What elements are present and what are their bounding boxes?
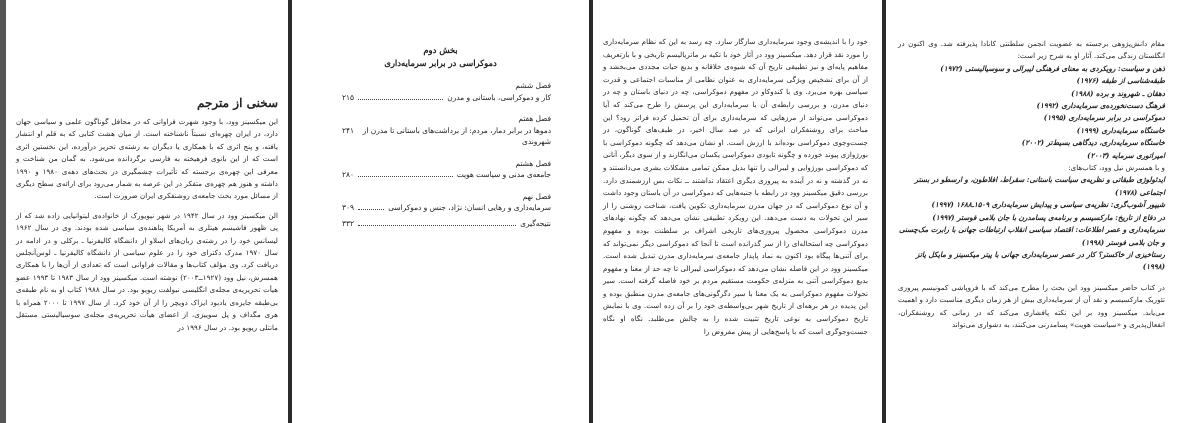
toc-entry-title: کار و دموکراسی، باستانی و مدرن bbox=[447, 92, 551, 102]
preface-paragraph: الن میکسینز وود در سال ۱۹۴۲ در شهر نیویورک از خانواده‌ی لیتوانیایی زاده شد که از پی ظهور فاشیسم هیتلری به آمریکا پناهنده‌ی سیاسی شده بودند. وی در سال ۱۹۶۲ لیسانس خود را در رشته‌ی زبان‌های اسلاو از دانشگاه کالیفرنیا ـ برکلی و در ادامه در سال ۱۹۷۰ مدرک دکترای خود را در علوم سیاسی از دانشگاه کالیفرنیا ـ لوس‌آنجلس دریافت کرد. وی مؤلف کتاب‌ها و مقالات فراوانی است که تعدادی از آن‌ها را با همکاری همسرش، نیل وود (۱۹۲۷ــ۲۰۰۳) نوشته است. میکسینز وود از سال ۱۹۸۳ تا ۱۹۹۳ عضو هیأت تحریریه‌ی مجله‌ی انگلیسی نیولفت ریویو بود. در سال ۱۹۸۸ کتاب او به نام طبقه‌ی بی‌طبقه جایزه‌ی یادبود ایزاک دویچر را از آن خود کرد. از سال ۱۹۹۷ تا ۲۰۰۰ همراه با هری مگداف و پل سوییزی، از اعضای هیأت تحریریه‌ی مجله‌ی سوسیالیستی مستقل مانتلی ریویو بود. در سال ۱۹۹۶ در bbox=[16, 210, 279, 332]
toc-leader bbox=[358, 169, 453, 177]
bibliography-item: فرهنگ دست‌نخورده‌ی سرمایه‌داری (۱۹۹۲) bbox=[1036, 101, 1165, 111]
toc-page-number: ۲۴۱ bbox=[342, 125, 354, 135]
author-bibliography-page bbox=[886, 0, 1181, 423]
bibliography-item: رستاخیزی از خاکستر؟ کار در عصر سرمایه‌داری جهانی با پیتر میکسینز و مایکل یاتز (۱۹۹۸) bbox=[915, 249, 1165, 272]
toc-chapter-label: فصل هفتم bbox=[518, 114, 551, 123]
toc-page-number: ۳۳۲ bbox=[342, 218, 354, 228]
bibliography-item: خاستگاه سرمایه‌داری (۱۹۹۹) bbox=[1076, 125, 1165, 135]
bibliography-item: دهقان ـ شهروند و برده (۱۹۸۸) bbox=[1071, 88, 1165, 98]
toc-entry-title: جامعه‌ی مدنی و سیاست هویت bbox=[456, 170, 551, 179]
bibliography-item: امپراتوری سرمایه (۲۰۰۳) bbox=[1087, 150, 1165, 160]
bibliography-list bbox=[898, 63, 1165, 162]
translator-preface-page bbox=[6, 0, 288, 423]
bibliography-intro: مقام دانش‌پژوهی برجسته به عضویت انجمن سلطنتی کانادا پذیرفته شد. وی اکنون در انگلستان زندگی می‌کند. آثار او به شرح زیر است: bbox=[898, 39, 1165, 61]
preface-paragraph: این میکسینز وود، با وجود شهرت فراوانی که در محافل گوناگون علمی و سیاسی جهان دارد، در ایران چهره‌ای نسبتاً ناشناخته است. از میان هشت کتابی که به قلم او انتشار یافته، و پنج اثری که با همکاری یا دیگران به رشته‌ی تحریر درآورده، این نخستین اثری است که از این بانوی فرهیخته به فارسی برگردانده می‌شود. به گمان من شناخت و معرفی این چهره‌ی برجسته که تأثیرات چشمگیری در بحث‌های دهه‌ی ۱۹۸۰ و ۱۹۹۰ داشته و هنوز هم چهره‌ی متفکر در این عرصه به شمار می‌رود برای ارائه‌ی سطح دیگری از مسائل مورد بحث جامعه‌ی روشنفکری ایران ضرورت است. bbox=[16, 117, 278, 201]
toc-entry[interactable] bbox=[342, 218, 551, 230]
part-label: بخش دوم bbox=[423, 45, 458, 55]
bibliography-intro-coauthor: و با همسرش نیل وود، کتاب‌های: bbox=[1068, 163, 1165, 173]
bibliography-item: شیپور آشوب‌گری: نظریه‌ی سیاسی و پیدایش سرمایه‌داری ۱۵۰۹ـ۱۶۸۸ (۱۹۹۷) bbox=[931, 200, 1165, 210]
toc-chapter-label: فصل نهم bbox=[522, 191, 551, 201]
bibliography-item: ذهن و سیاست: رویکردی به معنای فرهنگی لیبرالی و سوسیالیستی (۱۹۷۲) bbox=[940, 63, 1165, 73]
toc-page-number: ۳۰۹ bbox=[342, 203, 354, 212]
body-paragraph: در کتاب حاضر میکسینز وود این بحث را مطرح می‌کند که با فروپاشی کمونیسم پیروزی تئوریک مارکسیسم و نقد آن از سرمایه‌داری بیش از هر زمان دیگری مناسبت دارد و اهمیت می‌یابد. میکسینز وود بر این نکته پافشاری می‌کند که در زمانی که روشنفکران، انفعال‌پذیری و «سیاست هویت» پسامدرنی می‌کنند، به دشواری می‌تواند bbox=[898, 282, 1165, 329]
toc-leader bbox=[358, 218, 516, 226]
bibliography-item: در دفاع از تاریخ: مارکسیسم و برنامه‌ی پسامدرن با جان بلامی فوستر (۱۹۹۷) bbox=[932, 212, 1165, 222]
toc-entry[interactable] bbox=[342, 158, 551, 181]
toc-header bbox=[304, 44, 577, 70]
toc-entry-title: سرمایه‌داری و رهایی انسان: نژاد، جنس و دموکراسی bbox=[388, 203, 551, 212]
toc-chapter-label: فصل ششم bbox=[515, 81, 551, 90]
toc-entry[interactable] bbox=[342, 191, 551, 214]
bibliography-item: سرمایه‌داری و عصر اطلاعات: اقتصاد سیاسی انقلاب ارتباطات جهانی با رابرت مک‌چسنی و جان بلامی فوستر (۱۹۹۸) bbox=[898, 225, 1165, 247]
toc-entry-title: نتیجه‌گیری bbox=[520, 218, 551, 228]
body-paragraph: خود را با اندیشه‌ی وجود سرمایه‌داری سازگار سازد. چه رسد به این که نظام سرمایه‌داری را مورد نقد قرار دهد. میکسینز وود در آثار خود با تکیه بر ماتریالیسم تاریخی و با بازتعریف مفاهیم پایه‌ای و نیز تطبیقی تاریخ آن که شیوه‌ی خلاقانه و بدیع حیات مجددی می‌بخشد و از آن برای تشخیص ویژگی سرمایه‌داری به عنوان نظامی از مناسبات اجتماعی و قدرت سیاسی بهره می‌برد. وی با کندوکاو در مفهوم دموکراسی، چه در دنیای باستان و چه در دنیای مدرن، و بررسی رابطه‌ی آن با سرمایه‌داری این پرسش را طرح می‌کند که آیا دموکراسی می‌تواند از مرزهایی که سرمایه‌داری برای آن تحمیل کرده فراتر رود؟ این مباحث برای روشنفکران ایرانی که در صد سال اخیر، در طیف‌های گوناگون، در جست‌وجوی دموکراسی بوده‌اند با ارزش است. او نشان می‌دهد که چگونه دموکراسی با بورژوازی پیوند خورده و چگونه تابودی دموکراسی یکسان می‌انگارند و از سوی دیگر، آنانی که دموکراسی بورژوایی و لیبرالی را تنها بدیل ممکن تمامی مشکلات بشری می‌دانستند و نه در گذشته و نه در آینده به پیروزی دیگری اعتقاد نداشتند ــ نکات بس ارزشمندی دارد. بررسی دقیق میکسینز وود در رابطه با جنبه‌هایی که دموکراسی در آن باستان وجود داشت و آن نوع دموکراسی که در جهان مدرن سرمایه‌داری تکوین یافت، شناخت روشنی را از سیر این تحولات به دست می‌دهد. این رویکرد تطبیقی نشان می‌دهد که چگونه نهادهای مدرن دموکراسی محصول پیروزی‌های تاریخی اشراف بر سلطنت بوده و مفهوم دموکراسی چه استحاله‌ای را از سر گذرانده است تا آنجا که دموکراسی دیگر نمی‌تواند که برای آتنی‌ها پیگاه بود اکنون به نماد پاپدار جامعه‌ی سرمایه‌داری مدرن تبدیل شده است. میکسینز وود در این فاصله نشان می‌دهد که دموکراسی لیبرالی تا چه حد از معنا و مفهوم بدیع دموکراسی آتنی به منزله‌ی حکومت مستقیم مردم بر خود فاصله گرفته است. سیر تحولات مفهوم دموکراسی به یک معنا با سیر دگرگونی‌های جامعه‌ی مدرن منطبق بوده و این پدیده در هر برهه‌ای از تاریخ شهر بی‌واسطه‌ی خود را بر آن زده است. وی با نمایش تاریخ دموکراسی به نوعی تاریخ تثبیت شده را به چالش می‌طلبد. نگاه او نگاه جست‌وجوگری است که با پاسخ‌هایی از پیش مفروض را bbox=[603, 37, 868, 336]
toc-page-number: ۲۱۵ bbox=[342, 92, 354, 102]
coauthor-bibliography-list bbox=[898, 174, 1165, 273]
toc-entry[interactable] bbox=[342, 113, 551, 148]
table-of-contents-page bbox=[292, 0, 589, 423]
toc-entry[interactable] bbox=[342, 80, 551, 103]
part-subtitle: دموکراسی در برابر سرمایه‌داری bbox=[384, 58, 497, 68]
bibliography-item: دموکراسی در برابر سرمایه‌داری (۱۹۹۵) bbox=[1043, 113, 1165, 123]
preface-title: سخنی از مترجم bbox=[197, 96, 278, 110]
toc-leader bbox=[358, 92, 443, 100]
bibliography-item: ایدئولوژی طبقاتی و نظریه‌ی سیاست باستانی: سقراط، افلاطون، و ارسطو در بستر اجتماعی (۱۹۷۸) bbox=[914, 175, 1165, 197]
bibliography-item: خاستگاه سرمایه‌داری، دیدگاهی بسیط‌تر (۲۰۰۲) bbox=[1021, 138, 1165, 148]
toc-page-number: ۲۸۰ bbox=[342, 170, 354, 179]
preface-continued-page bbox=[593, 0, 882, 423]
toc-chapter-label: فصل هشتم bbox=[515, 158, 551, 168]
bibliography-item: طبقه‌شناسی از طبقه (۱۹۷۶) bbox=[1076, 76, 1165, 86]
toc-entry-title: دموها در برابر دمار، مردم: از برداشت‌های باستانی تا مدرن از شهروندی bbox=[362, 125, 551, 146]
toc-leader bbox=[358, 202, 384, 210]
